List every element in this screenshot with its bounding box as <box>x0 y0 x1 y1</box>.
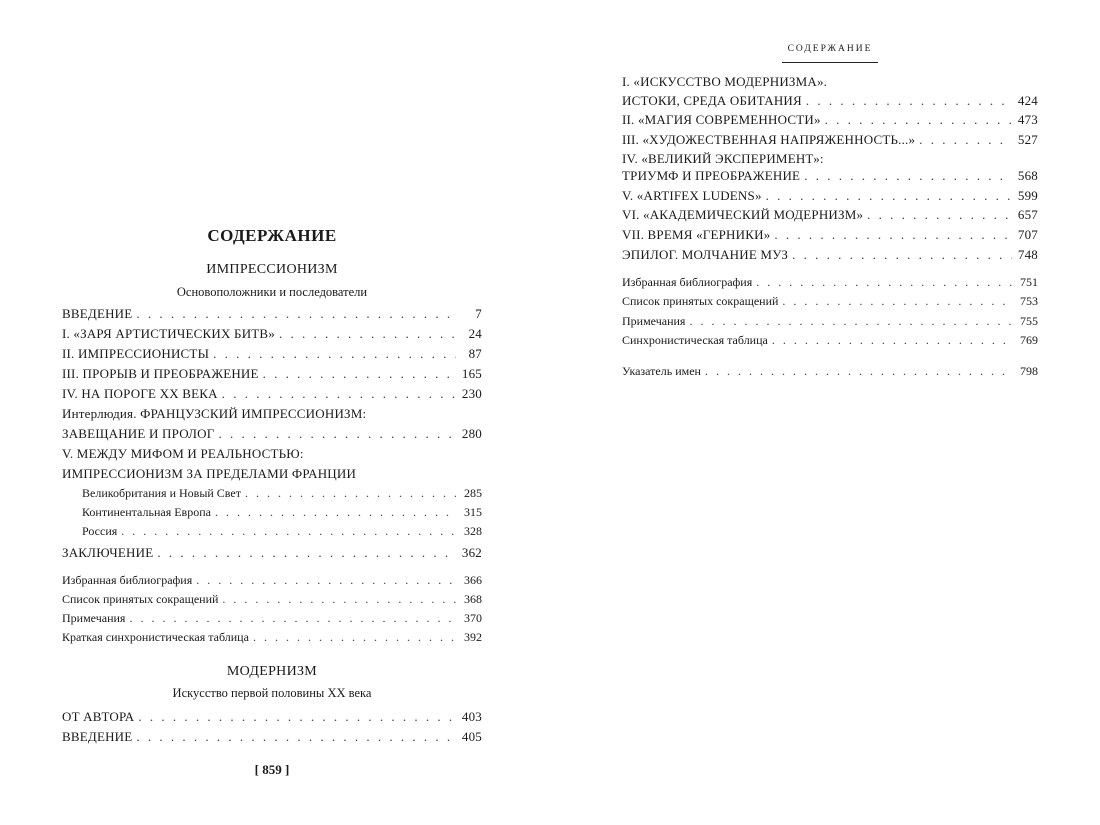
toc-entry-page: 769 <box>1020 333 1038 347</box>
toc-entry-page: 7 <box>475 306 482 321</box>
toc-entry-label: ЗАКЛЮЧЕНИЕ <box>62 545 154 560</box>
leader-dots <box>766 186 1012 206</box>
toc-entry[interactable] <box>622 91 1038 111</box>
leader-dots <box>218 424 456 444</box>
toc-entry-page: 230 <box>461 386 482 401</box>
leader-dots <box>825 110 1012 130</box>
toc-entry[interactable] <box>62 543 482 563</box>
leader-dots <box>792 245 1012 265</box>
toc-entry-label: Примечания <box>62 611 126 625</box>
toc-entry-page: 599 <box>1017 188 1038 203</box>
leader-dots <box>136 727 456 747</box>
toc-title: СОДЕРЖАНИЕ <box>207 226 337 245</box>
toc-entry-label: ВВЕДЕНИЕ <box>62 306 133 321</box>
leader-dots <box>774 225 1012 245</box>
toc-entry-label: VII. ВРЕМЯ «ГЕРНИКИ» <box>622 227 771 242</box>
toc-appendix-entry[interactable] <box>622 331 1038 351</box>
leader-dots <box>705 362 1012 382</box>
chapter-title-line: IV. «ВЕЛИКИЙ ЭКСПЕРИМЕНТ»: <box>622 151 824 166</box>
page-number: [ 859 ] <box>254 762 290 777</box>
toc-subentry[interactable] <box>82 522 482 542</box>
toc-entry-page: 424 <box>1017 93 1038 108</box>
toc-subentry[interactable] <box>82 503 482 523</box>
chapter-title-line: V. МЕЖДУ МИФОМ И РЕАЛЬНОСТЬЮ: <box>62 446 304 461</box>
toc-entry-page: 405 <box>461 729 482 744</box>
running-head-rule <box>782 62 878 63</box>
leader-dots <box>867 205 1012 225</box>
toc-entry-page: 755 <box>1020 314 1038 328</box>
leader-dots <box>782 292 1012 312</box>
toc-entry-page: 392 <box>464 630 482 644</box>
toc-entry-page: 366 <box>464 573 482 587</box>
leader-dots <box>263 364 456 384</box>
leader-dots <box>129 609 456 629</box>
toc-entry[interactable] <box>62 324 482 344</box>
toc-entry[interactable] <box>62 304 482 324</box>
toc-entry-label: Список принятых сокращений <box>622 294 779 308</box>
section-subtitle-impressionism: Основоположники и последователи <box>176 285 368 299</box>
leader-dots <box>213 344 456 364</box>
toc-entry-page: 280 <box>461 426 482 441</box>
leader-dots <box>157 543 456 563</box>
interlude-title-line: Интерлюдия. ФРАНЦУЗСКИЙ ИМПРЕССИОНИЗМ: <box>62 406 367 421</box>
leader-dots <box>804 166 1012 186</box>
leader-dots <box>279 324 456 344</box>
toc-entry-label: Избранная библиография <box>62 573 193 587</box>
toc-entry-label: III. «ХУДОЖЕСТВЕННАЯ НАПРЯЖЕННОСТЬ...» <box>622 132 916 147</box>
toc-entry-label: II. «МАГИЯ СОВРЕМЕННОСТИ» <box>622 112 821 127</box>
toc-entry[interactable] <box>622 130 1038 150</box>
leader-dots <box>806 91 1012 111</box>
leader-dots <box>121 522 456 542</box>
toc-entry-label: Синхронистическая таблица <box>622 333 768 347</box>
leader-dots <box>138 707 456 727</box>
leader-dots <box>772 331 1012 351</box>
running-head: СОДЕРЖАНИЕ <box>787 44 873 54</box>
toc-entry-page: 403 <box>461 709 482 724</box>
right-page <box>550 0 1100 825</box>
toc-entry-page: 328 <box>464 524 482 538</box>
toc-entry[interactable] <box>62 344 482 364</box>
leader-dots <box>222 590 456 610</box>
toc-appendix-entry[interactable] <box>62 609 482 629</box>
section-title-modernism: МОДЕРНИЗМ <box>226 664 318 679</box>
toc-appendix-entry[interactable] <box>622 312 1038 332</box>
leader-dots <box>245 484 456 504</box>
toc-entry-page: 368 <box>464 592 482 606</box>
toc-appendix-entry[interactable] <box>62 590 482 610</box>
chapter-title-line: I. «ИСКУССТВО МОДЕРНИЗМА». <box>622 74 828 89</box>
toc-entry-label: ВВЕДЕНИЕ <box>62 729 133 744</box>
toc-entry-label: I. «ЗАРЯ АРТИСТИЧЕСКИХ БИТВ» <box>62 326 275 341</box>
toc-entry-page: 370 <box>464 611 482 625</box>
toc-entry-page: 285 <box>464 486 482 500</box>
leader-dots <box>253 628 456 648</box>
toc-entry-page: 798 <box>1020 364 1038 378</box>
toc-entry-label: Список принятых сокращений <box>62 592 219 606</box>
toc-appendix-entry[interactable] <box>622 292 1038 312</box>
toc-entry-label: ИСТОКИ, СРЕДА ОБИТАНИЯ <box>622 93 802 108</box>
toc-entry-label: II. ИМПРЕССИОНИСТЫ <box>62 346 210 361</box>
toc-entry-page: 527 <box>1017 132 1038 147</box>
leader-dots <box>215 503 456 523</box>
toc-entry[interactable] <box>62 384 482 404</box>
toc-entry[interactable] <box>622 166 1038 186</box>
leader-dots <box>919 130 1012 150</box>
toc-entry[interactable] <box>622 205 1038 225</box>
toc-entry[interactable] <box>622 245 1038 265</box>
chapter-title-line: ИМПРЕССИОНИЗМ ЗА ПРЕДЕЛАМИ ФРАНЦИИ <box>62 466 357 481</box>
toc-entry[interactable] <box>62 727 482 747</box>
toc-entry-page: 753 <box>1020 294 1038 308</box>
toc-entry-page: 748 <box>1017 247 1038 262</box>
toc-entry-page: 751 <box>1020 275 1038 289</box>
toc-entry-page: 87 <box>468 346 482 361</box>
toc-entry-label: V. «ARTIFEX LUDENS» <box>622 188 762 203</box>
toc-entry-label: ЭПИЛОГ. МОЛЧАНИЕ МУЗ <box>622 247 789 262</box>
toc-entry-label: Краткая синхронистическая таблица <box>62 630 249 644</box>
toc-entry-page: 362 <box>461 545 482 560</box>
toc-entry-label: Континентальная Европа <box>82 505 211 519</box>
toc-appendix-entry[interactable] <box>62 571 482 591</box>
toc-entry[interactable] <box>62 707 482 727</box>
toc-entry-label: III. ПРОРЫВ И ПРЕОБРАЖЕНИЕ <box>62 366 259 381</box>
toc-entry[interactable] <box>622 186 1038 206</box>
toc-entry-page: 568 <box>1017 168 1038 183</box>
toc-entry-page: 657 <box>1017 207 1038 222</box>
toc-entry-label: Россия <box>82 524 118 538</box>
section-subtitle-modernism: Искусство первой половины XX века <box>172 686 372 700</box>
toc-entry-label: Указатель имен <box>622 364 701 378</box>
toc-index-entry[interactable] <box>622 362 1038 382</box>
section-title-impressionism: ИМПРЕССИОНИЗМ <box>206 262 338 277</box>
toc-entry-label: VI. «АКАДЕМИЧЕСКИЙ МОДЕРНИЗМ» <box>622 207 864 222</box>
toc-entry[interactable] <box>62 364 482 384</box>
toc-subentry[interactable] <box>82 484 482 504</box>
toc-entry[interactable] <box>622 110 1038 130</box>
leader-dots <box>136 304 456 324</box>
leader-dots <box>222 384 456 404</box>
toc-entry-label: IV. НА ПОРОГЕ XX ВЕКА <box>62 386 218 401</box>
toc-entry[interactable] <box>62 424 482 444</box>
toc-entry-label: ЗАВЕЩАНИЕ И ПРОЛОГ <box>62 426 215 441</box>
toc-entry-page: 165 <box>461 366 482 381</box>
toc-entry-page: 707 <box>1017 227 1038 242</box>
toc-entry-label: Избранная библиография <box>622 275 753 289</box>
toc-entry-page: 473 <box>1017 112 1038 127</box>
toc-appendix-entry[interactable] <box>622 273 1038 293</box>
toc-entry-label: Примечания <box>622 314 686 328</box>
toc-entry-label: ТРИУМФ И ПРЕОБРАЖЕНИЕ <box>622 168 801 183</box>
leader-dots <box>689 312 1012 332</box>
toc-entry-label: ОТ АВТОРА <box>62 709 135 724</box>
toc-entry[interactable] <box>622 225 1038 245</box>
toc-entry-page: 24 <box>468 326 482 341</box>
toc-entry-label: Великобритания и Новый Свет <box>82 486 241 500</box>
leader-dots <box>756 273 1012 293</box>
toc-entry-page: 315 <box>464 505 482 519</box>
toc-appendix-entry[interactable] <box>62 628 482 648</box>
leader-dots <box>196 571 456 591</box>
